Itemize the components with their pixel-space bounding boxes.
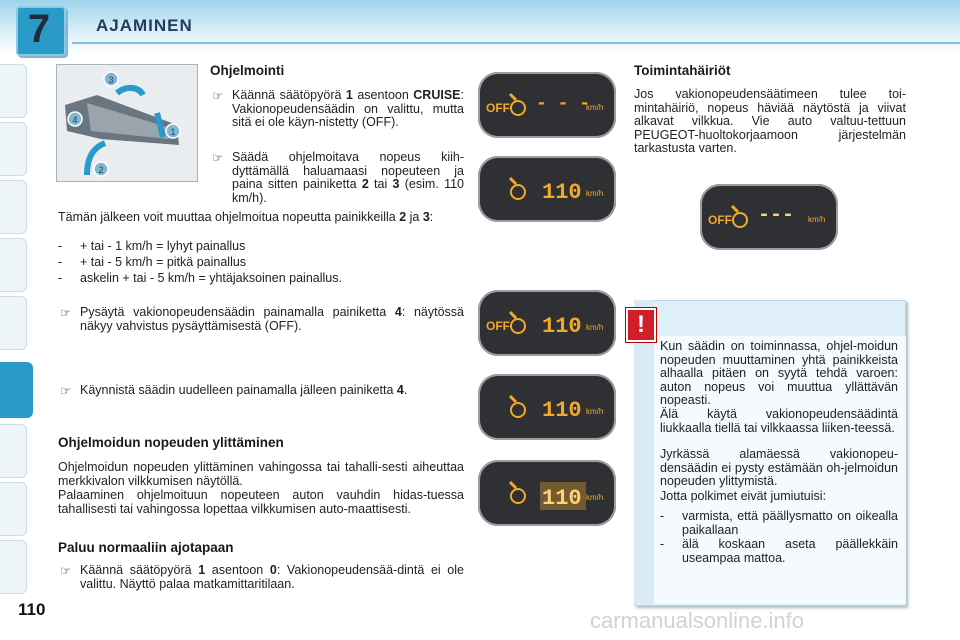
bullet-icon: ☞ [60,306,72,320]
list-item-text: + tai - 5 km/h = pitkä painallus [80,255,247,269]
callout-4: 4 [72,115,78,125]
programming-step2: Säädä ohjelmoitava nopeus kiih-dyttämällä haluamaasi nopeuteen ja paina sitten painiketta 2 tai 3 (esim. 110 km/h). [232,150,464,205]
warning-list-item: varmista, että päällysmatto on oikealla paikallaan [682,509,898,537]
unit-label: km/h [586,103,604,112]
display-110-flashing [478,460,616,526]
heading-programming: Ohjelmointi [210,63,285,78]
speedometer-icon [511,101,525,115]
bullet-icon: ☞ [60,564,72,578]
warning-p1: Kun säädin on toiminnassa, ohjel-moidun nopeuden muuttaminen yhtä painikkeista alhaalla pitäen on syytä tehdä varoen: auton nopeus voi muuttua yllättävän nopeasti. [660,339,898,407]
warning-p2: Älä käytä vakionopeudensäädintä liukkaalla tiellä tai vilkkaassa liiken-teessä. [660,407,898,435]
heading-fault: Toimintahäiriöt [634,63,731,78]
callout-1: 1 [170,127,176,137]
off-label: OFF [486,319,510,333]
display-value: --- [758,204,795,227]
callout-2: 2 [98,165,104,175]
unit-label: km/h [586,407,604,416]
side-tab[interactable] [0,296,27,350]
arrow-icon [510,482,516,488]
stop-instruction: Pysäytä vakionopeudensäädin painamalla painiketta 4: näytössä näkyy vahvistus pysäyttämisestä (OFF). [80,305,464,333]
display-value: 110 [542,180,582,205]
warning-p3: Jyrkässä alamäessä vakionopeu-densäädin ei pysty estämään oh-jelmoidun nopeuden ylittymistä. [660,447,898,488]
arrow-icon [510,312,516,318]
display-110-restart [478,374,616,440]
list-item-text: askelin + tai - 5 km/h = yhtäjaksoinen painallus. [80,271,342,285]
off-label: OFF [708,213,732,227]
side-tab[interactable] [0,122,27,176]
chapter-number: 7 [27,7,51,51]
display-110 [478,156,616,222]
arrow-icon [510,94,516,100]
list-item: - [58,239,63,253]
speedometer-icon [511,185,525,199]
arrow-icon [510,178,516,184]
warning-list-item: älä koskaan aseta päällekkäin useampaa mattoa. [682,537,898,565]
list-item-text: + tai - 1 km/h = lyhyt painallus [80,239,246,253]
side-tab[interactable] [0,238,27,292]
heading-overspeed: Ohjelmoidun nopeuden ylittäminen [58,435,284,450]
display-value: 110 [542,398,582,423]
unit-label: km/h [586,189,604,198]
unit-label: km/h [586,493,604,502]
display-off-dashes [478,72,616,138]
callout-3: 3 [108,75,114,85]
warning-list-dash: - [660,537,665,551]
page-number: 110 [18,600,46,619]
speedometer-icon [733,213,747,227]
side-tab[interactable] [0,540,27,594]
speedometer-icon [511,489,525,503]
list-item: - [58,255,63,269]
bullet-icon: ☞ [212,89,224,103]
bullet-icon: ☞ [212,151,224,165]
header-rule [72,42,960,44]
display-value: - - - [536,94,591,114]
speedometer-icon [511,403,525,417]
normal-instruction: Käännä säätöpyörä 1 asentoon 0: Vakionopeudensää-dintä ei ole valittu. Näyttö palaa matkamittaritilaan. [80,563,464,591]
chapter-title: AJAMINEN [96,16,193,35]
fault-text: Jos vakionopeudensäätimeen tulee toi-mintahäiriö, nopeus häviää näytöstä ja viivat alkavat vilkkua. Vie auto valtuu-tettuun PEUGEOT-huoltokorjaamoon järjestelmän tarkastusta varten. [634,87,906,155]
display-fault [700,184,838,250]
bullet-icon: ☞ [60,384,72,398]
side-tab[interactable] [0,64,27,118]
programming-step1: Käännä säätöpyörä 1 asentoon CRUISE: Vakionopeudensäädin on valittu, mutta sitä ei ole käyn-nistetty (OFF). [232,88,464,129]
display-value: 110 [542,486,582,511]
cruise-stalk-image [56,64,198,182]
warning-icon: ! [626,308,656,342]
side-tab[interactable] [0,180,27,234]
side-tab-active[interactable] [0,362,33,418]
unit-label: km/h [808,215,826,224]
side-tab[interactable] [0,482,27,536]
arrow-icon [732,206,738,212]
restart-instruction: Käynnistä säädin uudelleen painamalla jälleen painiketta 4. [80,383,408,397]
speedometer-icon [511,319,525,333]
side-tab[interactable] [0,424,27,478]
off-label: OFF [486,101,510,115]
overspeed-p1: Ohjelmoidun nopeuden ylittäminen vahingossa tai tahalli-sesti aiheuttaa merkkivalon vilkkumisen näytöllä. [58,460,464,488]
display-off-110 [478,290,616,356]
overspeed-p2: Palaaminen ohjelmoituun nopeuteen auton vauhdin hidas-tuessa tahallisesti tai vahingossa lopettaa vilkkumisen auto-maattisesti. [58,488,464,516]
arrow-icon [510,396,516,402]
warning-p4: Jotta polkimet eivät jumiutuisi: [660,489,827,503]
programming-after-text: Tämän jälkeen voit muuttaa ohjelmoitua nopeutta painikkeilla 2 ja 3: [58,210,434,224]
warning-side-bar [634,300,654,604]
watermark: carmanualsonline.info [590,608,805,633]
heading-normal: Paluu normaaliin ajotapaan [58,540,234,555]
list-item: - [58,271,63,285]
warning-list-dash: - [660,509,665,523]
display-value: 110 [542,314,582,339]
unit-label: km/h [586,323,604,332]
